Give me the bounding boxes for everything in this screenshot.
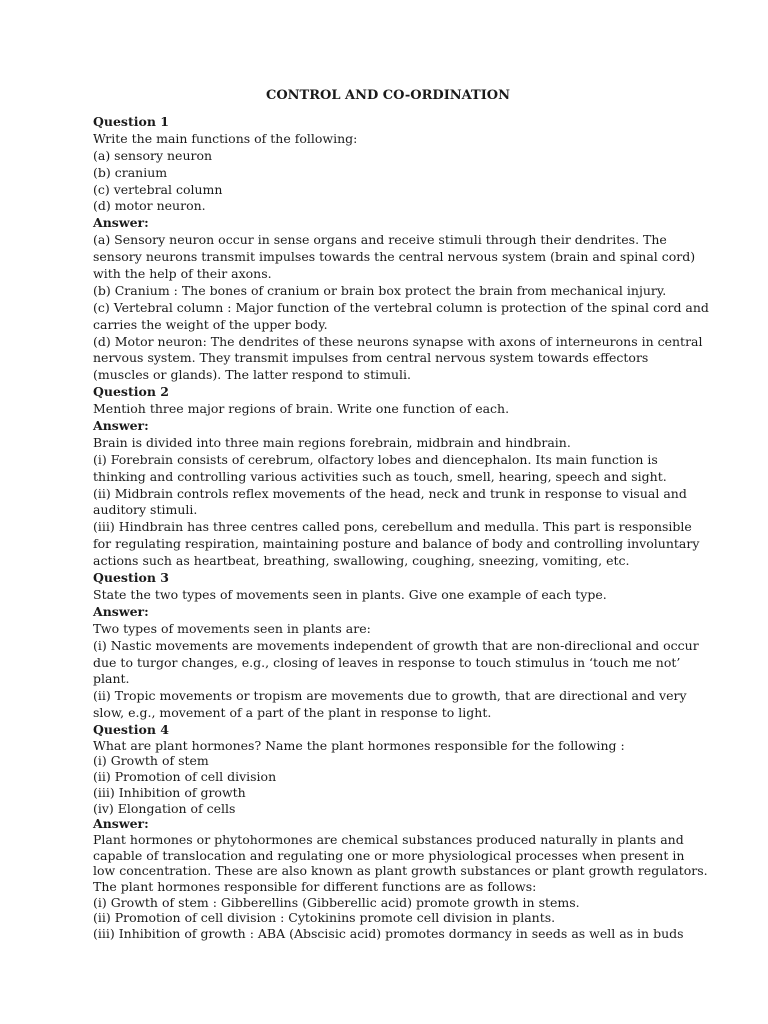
text-line: capable of translocation and regulating one or more physiological processes when present in	[93, 847, 685, 863]
text-line: (ii) Promotion of cell division : Cytokinins promote cell division in plants.	[93, 910, 556, 926]
text-line: actions such as heartbeat, breathing, swallowing, coughing, sneezing, vomiting, etc.	[93, 553, 630, 569]
text-line: State the two types of movements seen in plants. Give one example of each type.	[93, 586, 607, 602]
text-line: for regulating respiration, maintaining posture and balance of body and controlling involuntary	[93, 536, 700, 552]
question-heading: Question 2	[93, 384, 169, 400]
text-line: (i) Nastic movements are movements independent of growth that are non-direclional and occur	[93, 637, 699, 653]
text-line: What are plant hormones? Name the plant hormones responsible for the following :	[93, 737, 625, 753]
text-line: with the help of their axons.	[93, 266, 272, 282]
document-page	[93, 87, 709, 942]
text-line: (i) Growth of stem	[93, 753, 209, 769]
text-line: (iii) Hindbrain has three centres called pons, cerebellum and medulla. This part is responsible	[93, 519, 692, 535]
text-line: Write the main functions of the following:	[93, 130, 358, 146]
answer-heading: Answer:	[93, 215, 149, 231]
text-line: (a) sensory neuron	[93, 147, 213, 163]
text-line: The plant hormones responsible for different functions are as follows:	[93, 878, 537, 894]
document-body	[93, 114, 709, 722]
text-line: Plant hormones or phytohormones are chemical substances produced naturally in plants and	[93, 831, 684, 847]
text-line: slow, e.g., movement of a part of the plant in response to light.	[93, 705, 492, 721]
page-title: CONTROL AND CO-ORDINATION	[265, 88, 511, 103]
text-line: Mentioh three major regions of brain. Write one function of each.	[93, 401, 510, 417]
text-line: nervous system. They transmit impulses from central nervous system towards effectors	[93, 350, 649, 366]
text-line: (ii) Tropic movements or tropism are movements due to growth, that are directional and very	[93, 688, 687, 704]
text-line: (muscles or glands). The latter respond to stimuli.	[93, 367, 411, 383]
text-line: auditory stimuli.	[93, 502, 198, 518]
text-line: (a) Sensory neuron occur in sense organs and receive stimuli through their dendrites. The	[93, 232, 667, 248]
text-line: low concentration. These are also known as plant growth substances or plant growth regulators.	[93, 863, 708, 879]
text-line: due to turgor changes, e.g., closing of leaves in response to touch stimulus in ‘touch me not’	[93, 654, 681, 670]
answer-heading: Answer:	[93, 816, 149, 832]
text-line: (i) Forebrain consists of cerebrum, olfactory lobes and diencephalon. Its main function is	[93, 451, 658, 467]
question-heading: Question 1	[93, 114, 169, 129]
text-line: (c) Vertebral column : Major function of the vertebral column is protection of the spinal cord and	[93, 299, 709, 315]
text-line: (iv) Elongation of cells	[93, 800, 236, 816]
text-line: (b) Cranium : The bones of cranium or brain box protect the brain from mechanical injury.	[93, 282, 667, 298]
text-line: thinking and controlling various activities such as touch, smell, hearing, speech and sight.	[93, 468, 667, 484]
text-line: (ii) Midbrain controls reflex movements of the head, neck and trunk in response to visual and	[93, 485, 687, 501]
text-line: Two types of movements seen in plants are:	[93, 620, 371, 636]
text-line: (i) Growth of stem : Gibberellins (Gibberellic acid) promote growth in stems.	[93, 894, 580, 910]
text-line: (ii) Promotion of cell division	[93, 769, 277, 785]
text-line: Brain is divided into three main regions forebrain, midbrain and hindbrain.	[93, 434, 571, 450]
text-line: (d) motor neuron.	[93, 198, 206, 214]
document-body-question-4	[93, 722, 708, 942]
answer-heading: Answer:	[93, 603, 149, 619]
question-heading: Question 3	[93, 570, 169, 586]
text-line: (d) Motor neuron: The dendrites of these neurons synapse with axons of interneurons in central	[93, 333, 703, 349]
text-line: (iii) Inhibition of growth : ABA (Abscisic acid) promotes dormancy in seeds as well as in buds	[93, 926, 684, 941]
text-line: plant.	[93, 671, 130, 687]
text-line: (c) vertebral column	[93, 181, 223, 197]
text-line: carries the weight of the upper body.	[93, 316, 328, 332]
answer-heading: Answer:	[93, 418, 149, 434]
text-line: (iii) Inhibition of growth	[93, 784, 246, 800]
question-heading: Question 4	[93, 722, 169, 738]
text-line: sensory neurons transmit impulses towards the central nervous system (brain and spinal cord)	[93, 249, 696, 265]
text-line: (b) cranium	[93, 164, 168, 180]
